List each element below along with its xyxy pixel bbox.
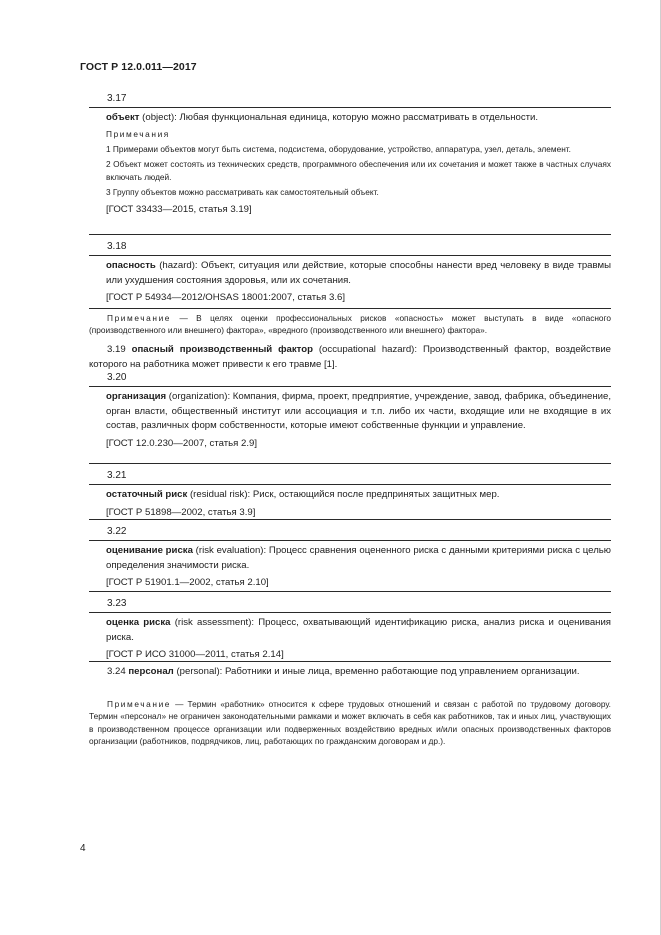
- term-name: персонал: [128, 666, 174, 677]
- entry-number-3-20: 3.20: [107, 372, 127, 383]
- note-label: Примечание: [107, 313, 172, 323]
- note-label: Примечание: [107, 699, 172, 709]
- term-definition-3-22: [106, 544, 611, 573]
- term-text: (residual risk): Риск, остающийся после предпринятых защитных мер.: [187, 489, 500, 500]
- term-text: (risk evaluation): Процесс сравнения оцененного риска с данными критериями риска с целью определения значимости риска.: [106, 545, 611, 571]
- entry-number-3-24: 3.24: [107, 666, 126, 677]
- source-reference: [ГОСТ Р ИСО 31000—2011, статья 2.14]: [106, 649, 284, 660]
- term-text: (personal): Работники и иные лица, временно работающие под управлением организации.: [173, 666, 580, 677]
- term-box-3-22: [89, 540, 611, 592]
- term-name: опасный производственный фактор: [131, 344, 313, 355]
- page-number: 4: [80, 843, 86, 854]
- source-reference: [ГОСТ 12.0.230—2007, статья 2.9]: [106, 437, 257, 449]
- source-reference: [ГОСТ Р 51898—2002, статья 3.9]: [106, 506, 256, 518]
- term-name: оценивание риска: [106, 545, 193, 556]
- source-reference: [ГОСТ Р 54934—2012/OHSAS 18001:2007, статья 3.6]: [106, 292, 345, 303]
- note-3: 3 Группу объектов можно рассматривать как самостоятельный объект.: [106, 187, 379, 198]
- note-text: — В целях оценки профессиональных рисков «опасность» может выступать в виде «опасного (производственного или внешнего) фактора», «вредного (производственного или внешнего) фактора».: [89, 313, 611, 336]
- term-text: (occupational hazard): Производственный фактор, воздействие которого на работника может привести к его травме [1].: [89, 344, 612, 370]
- term-name: остаточный риск: [106, 489, 188, 500]
- term-name: оценка риска: [106, 617, 171, 628]
- note-1: 1 Примерами объектов могут быть система, подсистема, оборудование, устройство, аппаратура, узел, деталь, элемент.: [106, 143, 571, 154]
- term-name: опасность: [106, 260, 156, 271]
- term-definition-3-20: [106, 390, 611, 434]
- term-name: объект: [106, 112, 140, 123]
- source-reference: [ГОСТ 33433—2015, статья 3.19]: [106, 203, 252, 215]
- term-name: организация: [106, 391, 167, 402]
- term-box-3-18: [89, 255, 611, 309]
- term-text: (risk assessment): Процесс, охватывающий идентификацию риска, анализ риска и оценивания риска.: [106, 617, 612, 643]
- note-3-24: [89, 698, 611, 748]
- entry-number-3-21: 3.21: [107, 470, 127, 481]
- entry-number-3-17: 3.17: [107, 93, 127, 104]
- term-definition-3-17: [106, 111, 611, 126]
- term-definition-3-21: [106, 488, 611, 503]
- note-3-18: [89, 312, 611, 337]
- entry-number-3-23: 3.23: [107, 598, 127, 609]
- term-text: (organization): Компания, фирма, проект, предприятие, учреждение, завод, фабрика, объединение, орган власти, общественный институт или ассоциация и т.п. либо их части, входящие или не входящие в их состав, различных форм собственности, которые имеют собственные функции и управление.: [106, 391, 611, 431]
- document-code-header: ГОСТ Р 12.0.011—2017: [80, 61, 197, 73]
- entry-number-3-22: 3.22: [107, 526, 127, 537]
- term-box-3-21: [89, 484, 611, 520]
- note-text: — Термин «работник» относится к сфере трудовых отношений и связан с работой по трудовому договору. Термин «персонал» не ограничен законодательными рамками и может включать в себя как работников, так и иных лиц, участвующих в производственном процессе организации или подверженных воздействию вредных и/или опасных производственных факторов организации (работников, подрядчиков, лиц, работающих по гражданским договорам и др.).: [89, 699, 611, 747]
- source-reference: [ГОСТ Р 51901.1—2002, статья 2.10]: [106, 577, 269, 588]
- term-definition-3-18: [106, 259, 611, 288]
- definition-3-19: [89, 343, 611, 372]
- term-text: (hazard): Объект, ситуация или действие, которые способны нанести вред человеку в виде травмы или ухудшения состояния здоровья, или их сочетания.: [106, 260, 611, 286]
- term-box-3-20: [89, 386, 611, 464]
- term-definition-3-23: [106, 616, 611, 645]
- term-box-3-23: [89, 612, 611, 662]
- entry-number-3-18: 3.18: [107, 241, 127, 252]
- notes-title: Примечания: [106, 128, 170, 139]
- note-2: 2 Объект может состоять из технических средств, программного обеспечения или их сочетания и может также в частных случаях включать людей.: [106, 159, 611, 182]
- entry-number-3-19: 3.19: [107, 344, 126, 355]
- term-box-3-17: [89, 107, 611, 235]
- definition-3-24: [89, 665, 611, 680]
- term-text: (object): Любая функциональная единица, которую можно рассматривать в отдельности.: [139, 112, 539, 123]
